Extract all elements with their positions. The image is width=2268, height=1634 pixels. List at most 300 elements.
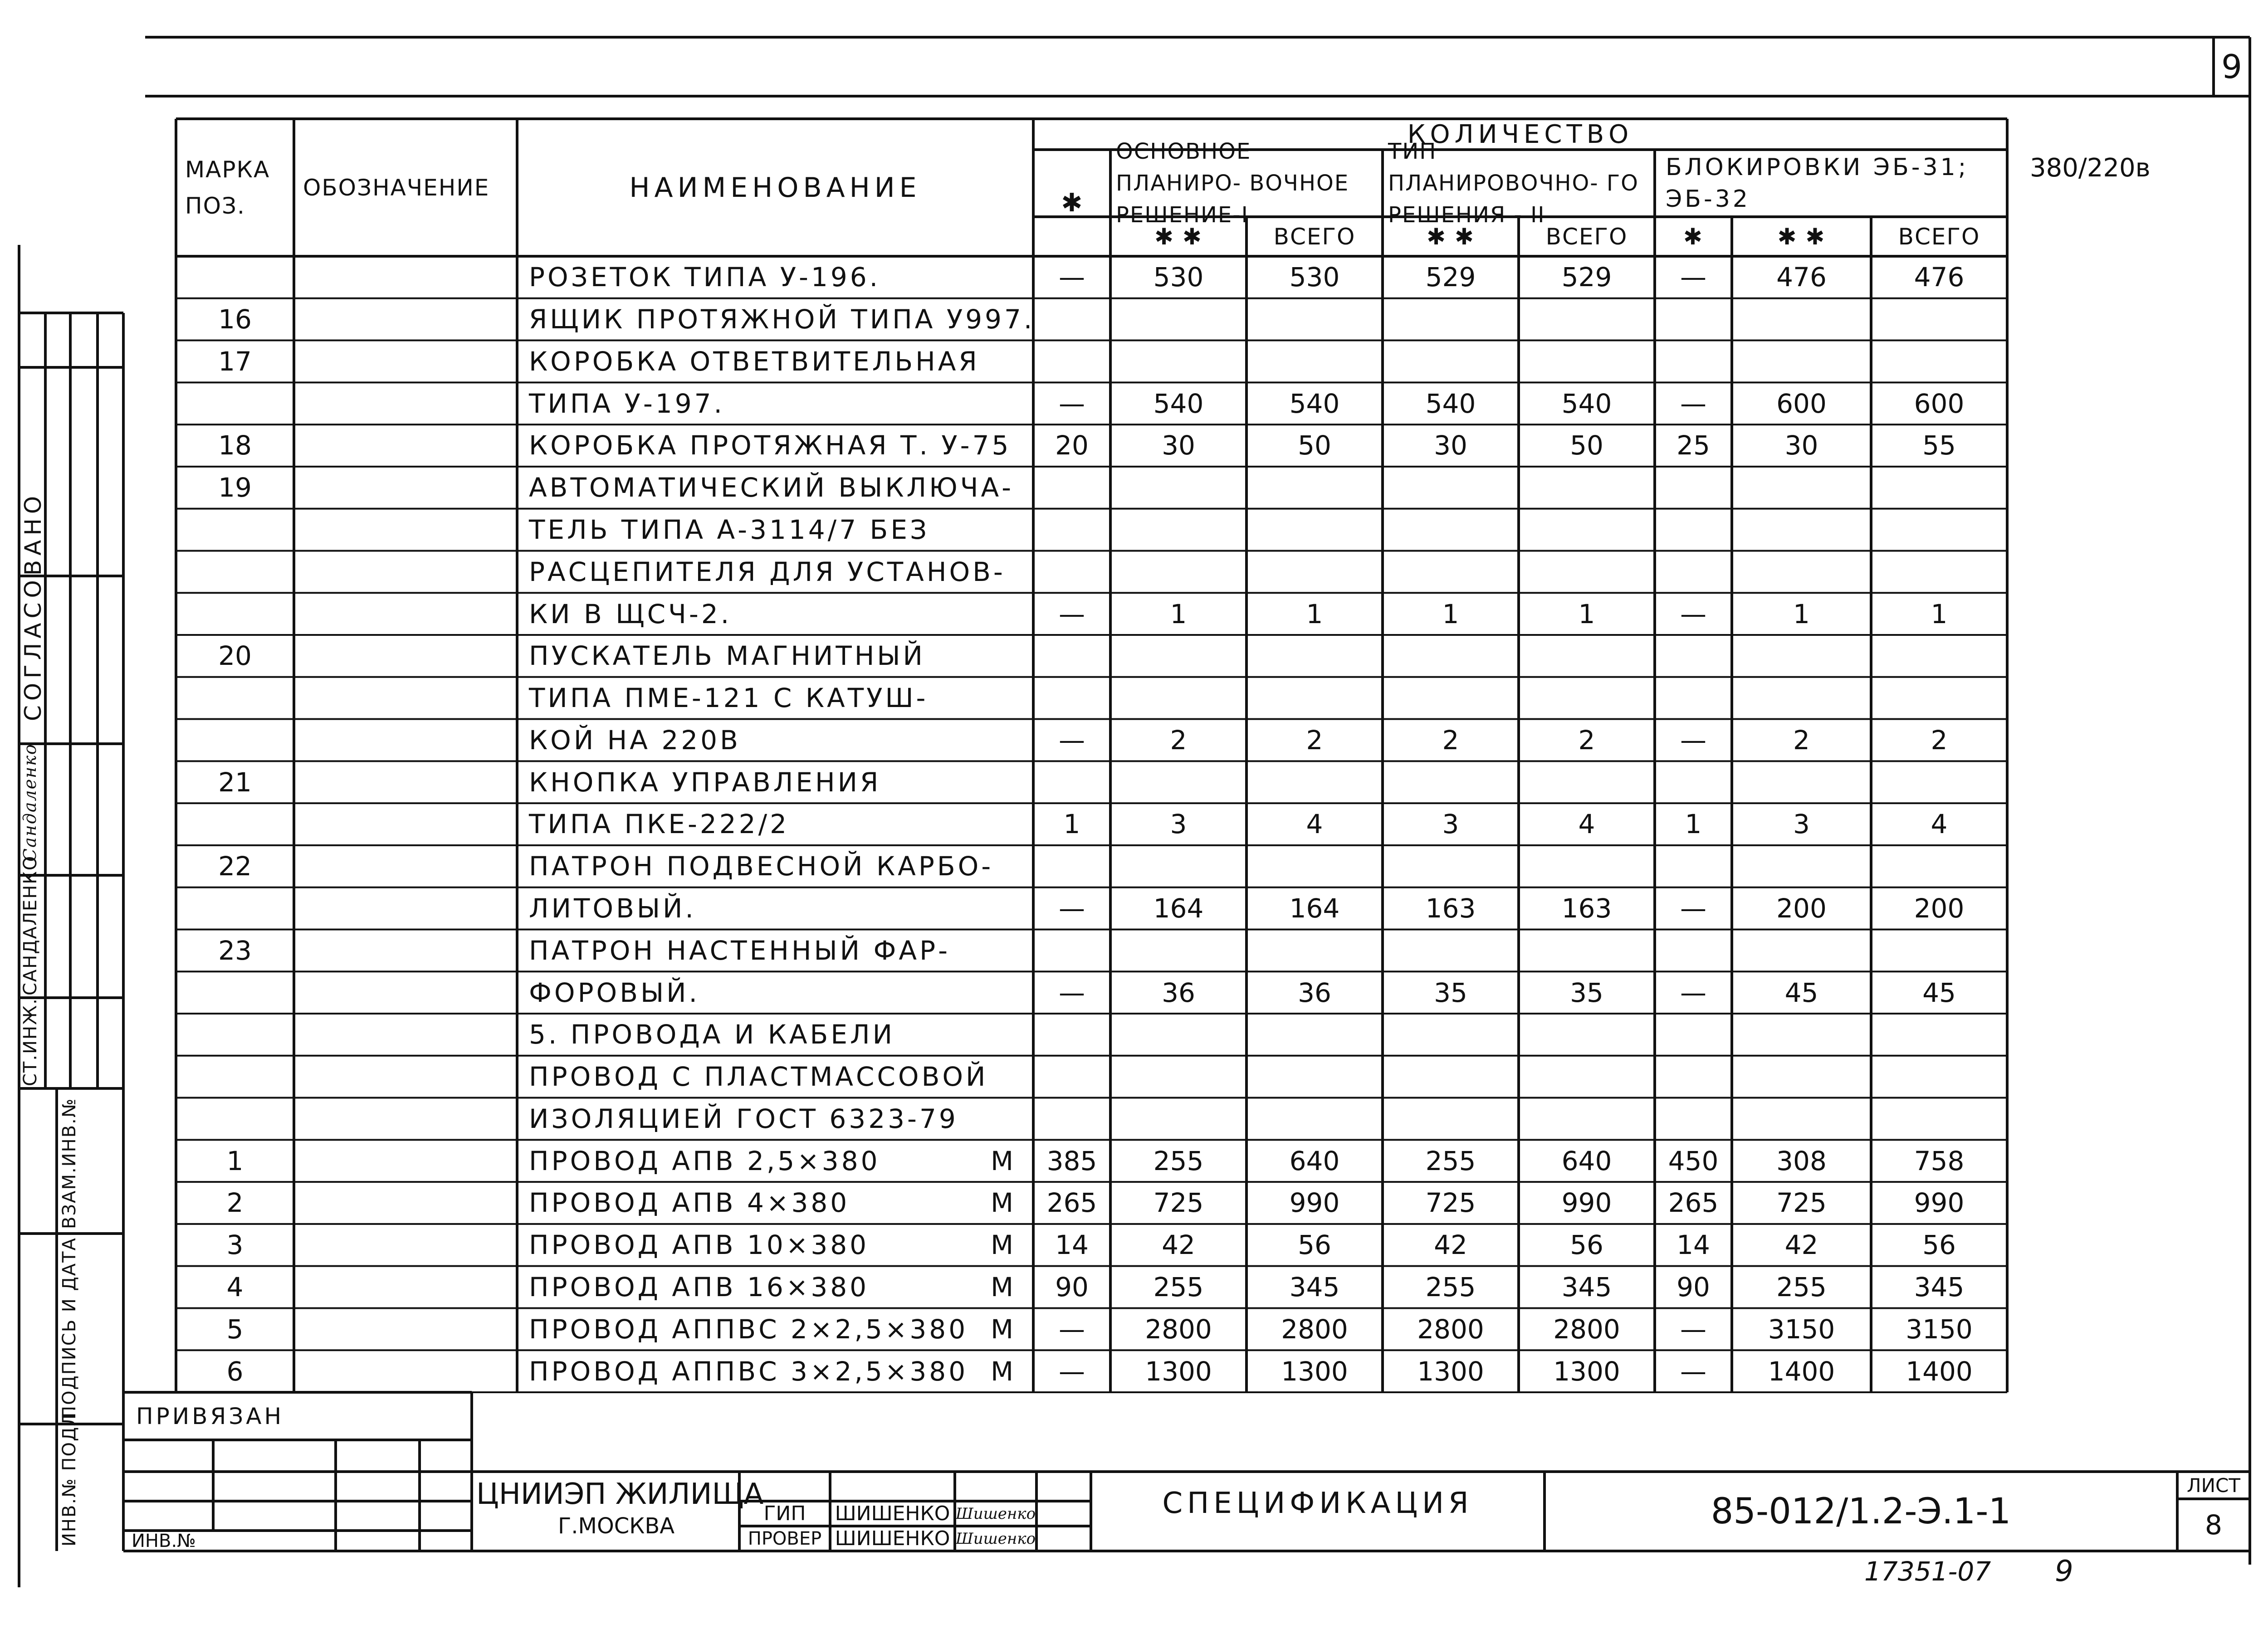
row-name: КОРОБКА ПРОТЯЖНАЯ Т. У-75 [529, 430, 1012, 461]
sheet-value: 8 [2204, 1509, 2223, 1541]
row-value: 476 [1914, 262, 1965, 293]
side-ref-inv: ВЗАМ.ИНВ.№ [59, 1097, 80, 1229]
row-value [1655, 298, 1732, 341]
row-value [1732, 298, 1871, 341]
row-value: 2800 [1553, 1313, 1620, 1345]
row-value: 14 [1677, 1229, 1710, 1261]
row-value [1519, 1056, 1655, 1098]
row-name: ПРОВОД АППВС 3×2,5×380 [529, 1356, 968, 1387]
row-value: 1 [1931, 598, 1948, 629]
header-quantity: КОЛИЧЕСТВО [1407, 119, 1633, 149]
row-value: — [1680, 977, 1706, 1008]
row-value: 164 [1153, 893, 1204, 924]
row-value: 540 [1289, 388, 1340, 419]
header-g2-double-star: ✱ ✱ [1427, 223, 1475, 250]
row-unit [971, 256, 1033, 298]
row-value: 50 [1570, 430, 1603, 461]
row-value: — [1059, 388, 1085, 419]
header-g3-star: ✱ [1683, 223, 1703, 250]
row-value: 530 [1153, 262, 1204, 293]
row-value [1519, 1014, 1655, 1056]
row-value [1655, 635, 1732, 677]
row-value: 2800 [1417, 1313, 1484, 1345]
row-value [1110, 845, 1246, 888]
row-value: 1 [1685, 809, 1702, 840]
row-name: ТИПА ПМЕ-121 С КАТУШ- [529, 683, 929, 714]
row-unit [971, 1056, 1033, 1098]
row-unit [971, 593, 1033, 635]
archive-page: 9 [2055, 1555, 2073, 1588]
row-name: КОЙ НА 220В [529, 724, 741, 756]
row-value: — [1059, 724, 1085, 756]
row-value: 30 [1162, 430, 1195, 461]
row-value [1033, 635, 1110, 677]
row-value [1246, 551, 1383, 593]
row-value: 1 [1578, 598, 1595, 629]
row-value: 56 [1570, 1229, 1603, 1261]
row-value [1655, 467, 1732, 509]
row-value: — [1680, 724, 1706, 756]
row-value [1033, 551, 1110, 593]
signature-checker: Шишенко [955, 1529, 1036, 1548]
doc-title: СПЕЦИФИКАЦИЯ [1162, 1487, 1473, 1520]
row-value [1871, 845, 2007, 888]
row-name: ФОРОВЫЙ. [529, 977, 700, 1008]
row-value [1246, 929, 1383, 971]
row-value [1732, 341, 1871, 383]
row-value [1033, 929, 1110, 971]
row-value: 20 [1055, 430, 1089, 461]
header-g3-double-star: ✱ ✱ [1777, 223, 1826, 250]
row-value [1246, 1098, 1383, 1140]
header-g1-double-star: ✱ ✱ [1154, 223, 1202, 250]
side-sign-date: ПОДПИСЬ И ДАТА [59, 1237, 80, 1419]
row-value [1383, 1056, 1519, 1098]
row-value: — [1059, 893, 1085, 924]
row-mark [176, 593, 294, 635]
header-group2 [1383, 139, 1655, 228]
row-mark: 3 [226, 1229, 244, 1261]
row-value: 14 [1055, 1229, 1089, 1261]
row-value [1110, 929, 1246, 971]
row-value [1033, 298, 1110, 341]
row-value [1732, 467, 1871, 509]
row-mark: 23 [218, 935, 252, 966]
row-unit [971, 1014, 1033, 1056]
row-value: 200 [1776, 893, 1827, 924]
row-value: 529 [1561, 262, 1612, 293]
row-value: 640 [1289, 1145, 1340, 1176]
row-value: 725 [1776, 1187, 1827, 1219]
row-value: 1400 [1906, 1356, 1973, 1387]
row-unit: М [990, 1356, 1014, 1387]
row-mark [176, 551, 294, 593]
row-value: 1 [1063, 809, 1080, 840]
row-mark [176, 677, 294, 719]
row-value: 90 [1055, 1272, 1089, 1303]
row-value: 2 [1931, 724, 1948, 756]
row-value: 540 [1561, 388, 1612, 419]
row-mark [176, 1056, 294, 1098]
row-unit: М [990, 1145, 1014, 1176]
row-value [1110, 1098, 1246, 1140]
row-value: 4 [1578, 809, 1595, 840]
role-gip: ГИП [763, 1502, 806, 1525]
row-value [1732, 1098, 1871, 1140]
row-mark [176, 1098, 294, 1140]
row-mark [176, 256, 294, 298]
row-value [1519, 677, 1655, 719]
row-value [1655, 551, 1732, 593]
row-value: 56 [1922, 1229, 1956, 1261]
header-group1 [1110, 139, 1383, 228]
row-name: ПРОВОД АПВ 2,5×380 [529, 1145, 880, 1176]
row-name: ПРОВОД АПВ 4×380 [529, 1187, 850, 1219]
row-value [1655, 1098, 1732, 1140]
row-value [1871, 1056, 2007, 1098]
row-value [1110, 635, 1246, 677]
header-group2-label: ТИП ПЛАНИРОВОЧНО- ГО РЕШЕНИЯ - II [1388, 139, 1639, 228]
header-g1-total: ВСЕГО [1273, 223, 1356, 250]
row-mark [176, 509, 294, 551]
row-value [1383, 677, 1519, 719]
row-value: 530 [1289, 262, 1340, 293]
row-value [1033, 677, 1110, 719]
row-value: 758 [1914, 1145, 1965, 1176]
row-value: 640 [1561, 1145, 1612, 1176]
row-value: — [1680, 1313, 1706, 1345]
row-value [1246, 1056, 1383, 1098]
row-value: — [1059, 262, 1085, 293]
row-value [1110, 341, 1246, 383]
row-value [1871, 761, 2007, 803]
row-mark [176, 888, 294, 930]
row-value [1246, 467, 1383, 509]
row-value [1246, 761, 1383, 803]
row-mark: 4 [226, 1272, 244, 1303]
row-value [1246, 298, 1383, 341]
row-unit [971, 298, 1033, 341]
row-value: 2800 [1281, 1313, 1348, 1345]
row-value: 255 [1425, 1272, 1476, 1303]
inv-no-label: ИНВ.№ [132, 1530, 196, 1551]
row-value [1246, 509, 1383, 551]
org-name: ЦНИИЭП ЖИЛИЩА [476, 1478, 764, 1511]
signature-gip: Шишенко [955, 1504, 1036, 1523]
row-mark: 1 [226, 1145, 244, 1176]
row-value [1110, 509, 1246, 551]
row-unit: М [990, 1187, 1014, 1219]
row-unit: М [990, 1229, 1014, 1261]
row-name: ИЗОЛЯЦИЕЙ ГОСТ 6323-79 [529, 1103, 958, 1134]
row-value: 476 [1776, 262, 1827, 293]
row-value [1519, 509, 1655, 551]
row-value: 200 [1914, 893, 1965, 924]
row-value [1655, 509, 1732, 551]
row-value: 725 [1425, 1187, 1476, 1219]
row-name: РОЗЕТОК ТИПА У-196. [529, 262, 881, 293]
row-value: 255 [1425, 1145, 1476, 1176]
row-value: 45 [1784, 977, 1818, 1008]
header-mark-label: МАРКА ПОЗ. [185, 156, 270, 219]
row-name: ПРОВОД С ПЛАСТМАССОВОЙ [529, 1061, 988, 1093]
row-value: 725 [1153, 1187, 1204, 1219]
row-name: ЛИТОВЫЙ. [529, 893, 696, 924]
row-value: 450 [1668, 1145, 1719, 1176]
row-value [1732, 761, 1871, 803]
row-unit [971, 888, 1033, 930]
row-value: — [1059, 1356, 1085, 1387]
row-value: — [1059, 977, 1085, 1008]
row-value: 56 [1298, 1229, 1331, 1261]
row-mark: 18 [218, 430, 252, 461]
row-value: 164 [1289, 893, 1340, 924]
voltage-note: 380/220в [2030, 153, 2151, 183]
row-value: 2 [1442, 724, 1459, 756]
header-name-label: НАИМЕНОВАНИЕ [629, 171, 921, 204]
row-value: 255 [1153, 1272, 1204, 1303]
row-name: ПАТРОН ПОДВЕСНОЙ КАРБО- [529, 851, 994, 882]
row-value: 265 [1046, 1187, 1097, 1219]
row-unit [971, 1098, 1033, 1140]
side-signature: Сандаленко [20, 743, 40, 862]
row-value [1519, 298, 1655, 341]
row-value: 42 [1162, 1229, 1195, 1261]
row-value [1383, 551, 1519, 593]
header-designation [294, 119, 517, 256]
row-value: 529 [1425, 262, 1476, 293]
row-mark [176, 803, 294, 845]
row-value [1871, 551, 2007, 593]
row-name: 5. ПРОВОДА И КАБЕЛИ [529, 1019, 895, 1050]
doc-code: 85-012/1.2-Э.1-1 [1711, 1491, 2011, 1532]
row-value: 50 [1298, 430, 1331, 461]
row-name: ТИПА ПКЕ-222/2 [529, 809, 790, 840]
row-value [1871, 677, 2007, 719]
row-value [1871, 298, 2007, 341]
row-value [1732, 677, 1871, 719]
row-value [1246, 845, 1383, 888]
row-value [1033, 1098, 1110, 1140]
row-value [1519, 1098, 1655, 1140]
row-value: 600 [1776, 388, 1827, 419]
row-unit [971, 929, 1033, 971]
row-value: 35 [1570, 977, 1603, 1008]
row-name: ПАТРОН НАСТЕННЫЙ ФАР- [529, 935, 950, 966]
row-value: 90 [1677, 1272, 1710, 1303]
row-value: 163 [1425, 893, 1476, 924]
row-value: 1 [1170, 598, 1187, 629]
row-value [1871, 635, 2007, 677]
attached-label: ПРИВЯЗАН [136, 1403, 284, 1429]
row-value: — [1680, 262, 1706, 293]
row-value: 1300 [1145, 1356, 1212, 1387]
archive-number: 17351-07 [1864, 1556, 1991, 1587]
row-value: 3150 [1906, 1313, 1973, 1345]
row-value: 2 [1793, 724, 1810, 756]
row-value [1871, 1014, 2007, 1056]
row-value [1246, 677, 1383, 719]
row-value: 42 [1434, 1229, 1467, 1261]
row-value: 345 [1289, 1272, 1340, 1303]
row-value [1383, 298, 1519, 341]
row-name: ТИПА У-197. [529, 388, 725, 419]
row-value [1871, 341, 2007, 383]
row-value: — [1059, 598, 1085, 629]
header-name [517, 119, 1033, 256]
row-value [1033, 341, 1110, 383]
row-value [1732, 551, 1871, 593]
row-value [1110, 677, 1246, 719]
row-value: 2 [1306, 724, 1323, 756]
row-value: 540 [1153, 388, 1204, 419]
role-checker: ПРОВЕР [748, 1528, 822, 1549]
row-value: 30 [1434, 430, 1467, 461]
row-value: 990 [1289, 1187, 1340, 1219]
row-value: — [1680, 893, 1706, 924]
row-value [1732, 635, 1871, 677]
row-value: 4 [1306, 809, 1323, 840]
row-unit [971, 761, 1033, 803]
row-value [1519, 551, 1655, 593]
row-mark: 2 [226, 1187, 244, 1219]
row-value [1732, 1014, 1871, 1056]
row-value: 36 [1162, 977, 1195, 1008]
row-value [1519, 761, 1655, 803]
row-value [1033, 845, 1110, 888]
row-name: ТЕЛЬ ТИПА А-3114/7 БЕЗ [529, 514, 930, 546]
row-value [1110, 1056, 1246, 1098]
row-unit [971, 551, 1033, 593]
row-unit [971, 467, 1033, 509]
sheet-number: 9 [2221, 48, 2242, 86]
person-checker: ШИШЕНКО [835, 1527, 950, 1550]
row-value [1033, 467, 1110, 509]
header-group3 [1655, 150, 2007, 217]
side-position: СТ.ИНЖ. [20, 998, 41, 1086]
row-value [1033, 509, 1110, 551]
side-inv-orig: ИНВ.№ ПОДЛ. [59, 1405, 80, 1546]
row-value: 3150 [1768, 1313, 1835, 1345]
row-name: ПРОВОД АППВС 2×2,5×380 [529, 1313, 968, 1345]
row-value [1655, 761, 1732, 803]
header-star: ✱ [1061, 188, 1083, 218]
row-value [1383, 635, 1519, 677]
row-name: КИ В ЩСЧ-2. [529, 598, 732, 629]
row-unit [971, 341, 1033, 383]
row-value [1246, 341, 1383, 383]
row-value [1033, 761, 1110, 803]
row-mark: 19 [218, 472, 252, 503]
row-value: 2 [1170, 724, 1187, 756]
row-value [1871, 1098, 2007, 1140]
row-value [1732, 509, 1871, 551]
row-value [1655, 929, 1732, 971]
row-unit [971, 719, 1033, 761]
row-value [1383, 761, 1519, 803]
row-value [1110, 1014, 1246, 1056]
row-value [1871, 509, 2007, 551]
row-value: 255 [1776, 1272, 1827, 1303]
row-value [1519, 467, 1655, 509]
row-value: 1400 [1768, 1356, 1835, 1387]
row-name: КОРОБКА ОТВЕТВИТЕЛЬНАЯ [529, 346, 980, 377]
row-value [1655, 341, 1732, 383]
row-mark: 17 [218, 346, 252, 377]
row-mark [176, 719, 294, 761]
row-value [1871, 929, 2007, 971]
row-value [1110, 467, 1246, 509]
row-mark: 5 [226, 1313, 244, 1345]
row-value: 1300 [1553, 1356, 1620, 1387]
header-designation-label: ОБОЗНАЧЕНИЕ [303, 174, 490, 201]
row-unit [971, 971, 1033, 1014]
row-value: 35 [1434, 977, 1467, 1008]
person-gip: ШИШЕНКО [835, 1502, 950, 1525]
row-value [1655, 677, 1732, 719]
row-value [1655, 1014, 1732, 1056]
row-unit: М [990, 1272, 1014, 1303]
row-value: — [1059, 1313, 1085, 1345]
row-value [1110, 551, 1246, 593]
row-value [1519, 929, 1655, 971]
row-value: — [1680, 1356, 1706, 1387]
row-value [1655, 845, 1732, 888]
row-value: 163 [1561, 893, 1612, 924]
row-mark [176, 382, 294, 424]
row-value: 30 [1784, 430, 1818, 461]
row-unit [971, 509, 1033, 551]
row-value: 2 [1578, 724, 1595, 756]
row-mark: 20 [218, 640, 252, 672]
header-g3-total: ВСЕГО [1898, 223, 1980, 250]
row-mark: 21 [218, 766, 252, 798]
row-value [1732, 1056, 1871, 1098]
row-name: ПУСКАТЕЛЬ МАГНИТНЫЙ [529, 640, 925, 672]
row-value: 255 [1153, 1145, 1204, 1176]
row-mark [176, 971, 294, 1014]
row-name: РАСЦЕПИТЕЛЯ ДЛЯ УСТАНОВ- [529, 556, 1006, 587]
row-value: 42 [1784, 1229, 1818, 1261]
row-value: 45 [1922, 977, 1956, 1008]
sheet-label: ЛИСТ [2187, 1474, 2240, 1497]
side-agreed: СОГЛАСОВАНО [20, 491, 46, 721]
header-g2-total: ВСЕГО [1545, 223, 1628, 250]
row-value [1383, 341, 1519, 383]
row-value [1383, 467, 1519, 509]
row-unit: М [990, 1313, 1014, 1345]
row-value [1383, 929, 1519, 971]
row-value: 3 [1442, 809, 1459, 840]
row-value: 990 [1914, 1187, 1965, 1219]
row-value: 345 [1561, 1272, 1612, 1303]
row-value: 2800 [1145, 1313, 1212, 1345]
row-value: 55 [1922, 430, 1956, 461]
row-value [1246, 635, 1383, 677]
row-value [1383, 509, 1519, 551]
row-unit [971, 803, 1033, 845]
row-name: ЯЩИК ПРОТЯЖНОЙ ТИПА У997. [529, 304, 1035, 335]
row-value [1033, 1014, 1110, 1056]
row-value [1519, 341, 1655, 383]
row-unit [971, 845, 1033, 888]
row-value [1110, 761, 1246, 803]
row-value: 3 [1793, 809, 1810, 840]
row-value [1655, 1056, 1732, 1098]
row-value: 1 [1306, 598, 1323, 629]
row-value [1519, 635, 1655, 677]
org-city: Г.МОСКВА [558, 1513, 675, 1539]
